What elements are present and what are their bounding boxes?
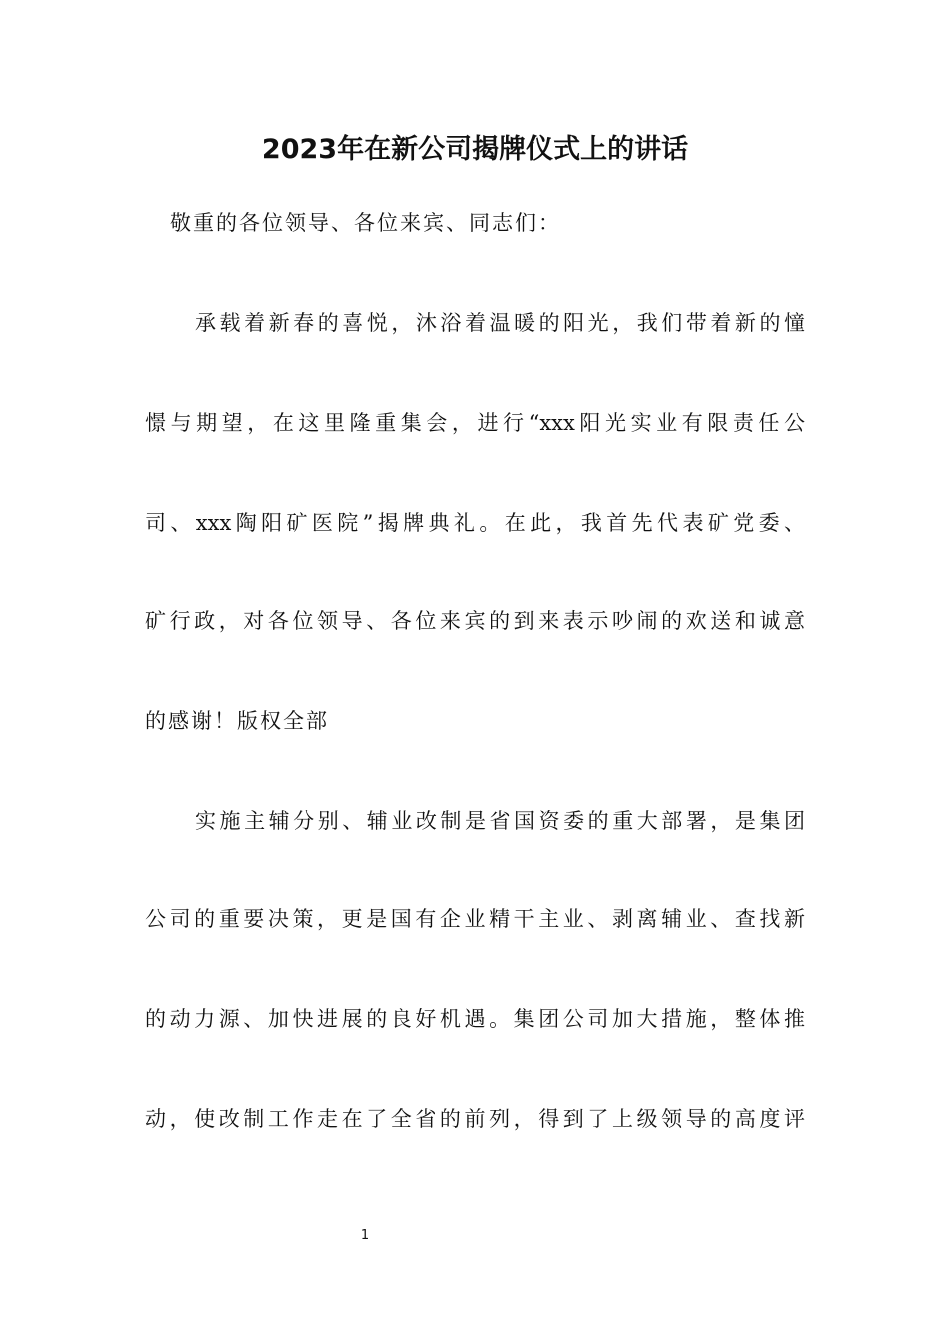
paragraph-2-line-1: 实施主辅分别、辅业改制是省国资委的重大部署，是集团 xyxy=(195,809,805,833)
paragraph-1-line-4: 矿行政，对各位领导、各位来宾的到来表示吵闹的欢送和诚意 xyxy=(145,609,805,633)
paragraph-1-line-2: 憬与期望，在这里隆重集会，进行“xxx阳光实业有限责任公 xyxy=(145,411,805,435)
page-number: 1 xyxy=(360,1228,370,1243)
paragraph-2-line-4: 动，使改制工作走在了全省的前列，得到了上级领导的高度评 xyxy=(145,1107,805,1131)
paragraph-2-line-2: 公司的重要决策，更是国有企业精干主业、剥离辅业、查找新 xyxy=(145,907,805,931)
paragraph-2-line-3: 的动力源、加快进展的良好机遇。集团公司加大措施，整体推 xyxy=(145,1007,805,1031)
paragraph-1-line-1: 承载着新春的喜悦，沐浴着温暖的阳光，我们带着新的憧 xyxy=(195,311,805,335)
paragraph-1-line-5: 的感谢！版权全部 xyxy=(145,709,329,733)
document-title: 2023年在新公司揭牌仪式上的讲话 xyxy=(261,134,689,165)
salutation: 敬重的各位领导、各位来宾、同志们： xyxy=(170,211,561,235)
paragraph-1-line-3: 司、xxx陶阳矿医院”揭牌典礼。在此，我首先代表矿党委、 xyxy=(145,511,805,535)
